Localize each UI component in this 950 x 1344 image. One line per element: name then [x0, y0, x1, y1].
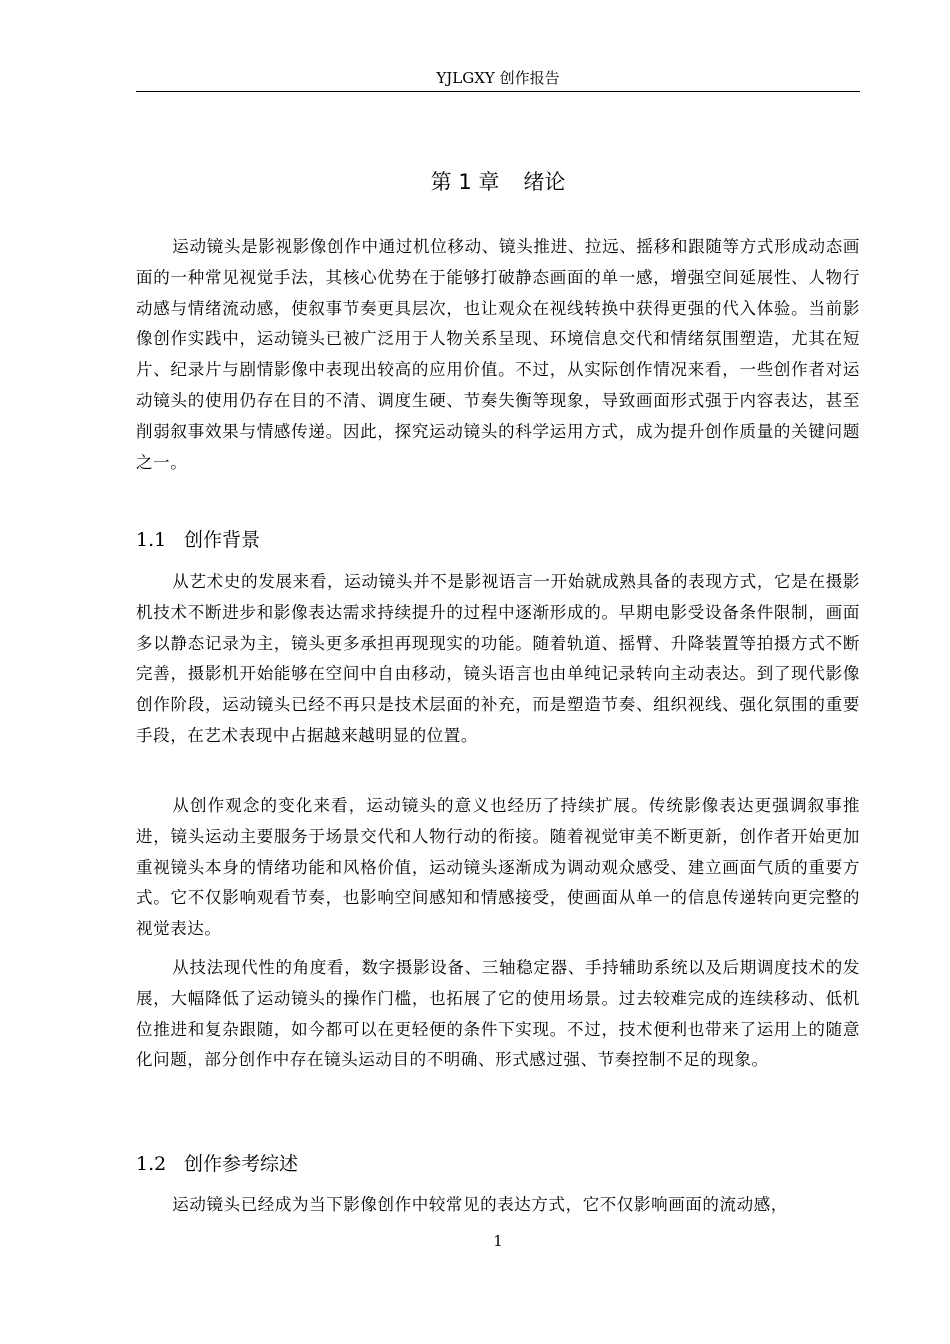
body-paragraph: 从艺术史的发展来看，运动镜头并不是影视语言一开始就成熟具备的表现方式，它是在摄影机技术不断进步和影像表达需求持续提升的过程中逐渐形成的。早期电影受设备条件限制，画面多以静态记录为主，镜头更多承担再现现实的功能。随着轨道、摇臂、升降装置等拍摄方式不断完善，摄影机开始能够在空间中自由移动，镜头语言也由单纯记录转向主动表达。到了现代影像创作阶段，运动镜头已经不再只是技术层面的补充，而是塑造节奏、组织视线、强化氛围的重要手段，在艺术表现中占据越来越明显的位置。 [136, 572, 860, 745]
chapter-name: 绪论 [523, 170, 566, 194]
section-number: 1.1 [136, 529, 167, 551]
body-paragraph: 从创作观念的变化来看，运动镜头的意义也经历了持续扩展。传统影像表达更强调叙事推进，镜头运动主要服务于场景交代和人物行动的衔接。随着视觉审美不断更新，创作者开始更加重视镜头本身的情绪功能和风格价值，运动镜头逐渐成为调动观众感受、建立画面气质的重要方式。它不仅影响观看节奏，也影响空间感知和情感接受，使画面从单一的信息传递转向更完整的视觉表达。 [136, 796, 860, 939]
chapter-title [136, 166, 860, 198]
section-heading-1-1 [136, 526, 860, 554]
section-number: 1.2 [136, 1153, 167, 1175]
page-number: 1 [493, 1232, 503, 1250]
running-header: YJLGXY 创作报告 [436, 69, 560, 87]
intro-paragraph: 运动镜头是影视影像创作中通过机位移动、镜头推进、拉远、摇移和跟随等方式形成动态画面的一种常见视觉手法，其核心优势在于能够打破静态画面的单一感，增强空间延展性、人物行动感与情绪流动感，使叙事节奏更具层次，也让观众在视线转换中获得更强的代入体验。当前影像创作实践中，运动镜头已被广泛用于人物关系呈现、环境信息交代和情绪氛围塑造，尤其在短片、纪录片与剧情影像中表现出较高的应用价值。不过，从实际创作情况来看，一些创作者对运动镜头的使用仍存在目的不清、调度生硬、节奏失衡等现象，导致画面形式强于内容表达，甚至削弱叙事效果与情感传递。因此，探究运动镜头的科学运用方式，成为提升创作质量的关键问题之一。 [136, 237, 860, 472]
section-heading-1-2 [136, 1150, 860, 1178]
body-paragraph: 运动镜头已经成为当下影像创作中较常见的表达方式，它不仅影响画面的流动感， [172, 1195, 788, 1214]
section-title: 创作参考综述 [184, 1153, 299, 1175]
body-paragraph: 从技法现代性的角度看，数字摄影设备、三轴稳定器、手持辅助系统以及后期调度技术的发展，大幅降低了运动镜头的操作门槛，也拓展了它的使用场景。过去较难完成的连续移动、低机位推进和复杂跟随，如今都可以在更轻便的条件下实现。不过，技术便利也带来了运用上的随意化问题，部分创作中存在镜头运动目的不明确、形式感过强、节奏控制不足的现象。 [136, 958, 860, 1070]
chapter-number: 第 1 章 [430, 170, 500, 194]
header-rule [136, 91, 860, 92]
section-title: 创作背景 [184, 529, 261, 551]
